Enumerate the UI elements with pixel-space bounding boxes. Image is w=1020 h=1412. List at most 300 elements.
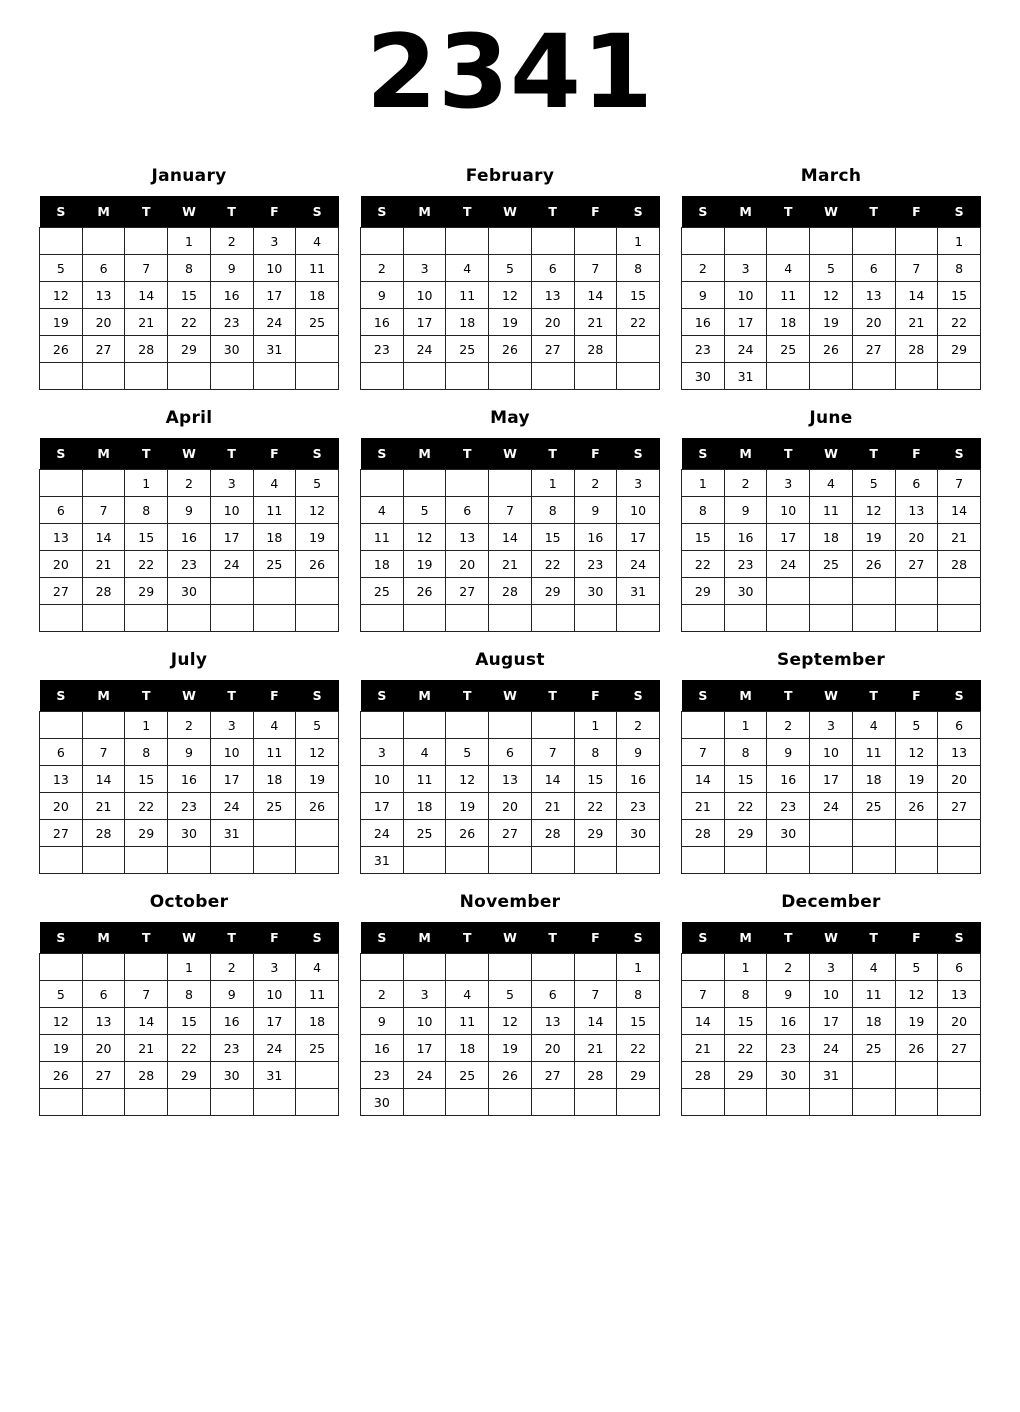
day-cell[interactable]: 11 (852, 981, 895, 1008)
day-cell[interactable]: 10 (361, 766, 404, 793)
day-cell[interactable]: 11 (810, 497, 853, 524)
day-cell[interactable]: 8 (574, 739, 617, 766)
day-cell[interactable]: 14 (125, 1008, 168, 1035)
day-cell[interactable]: 11 (446, 1008, 489, 1035)
day-cell[interactable]: 16 (168, 766, 211, 793)
day-cell[interactable]: 1 (724, 954, 767, 981)
day-cell[interactable]: 3 (617, 470, 660, 497)
day-cell[interactable]: 16 (361, 309, 404, 336)
day-cell[interactable]: 8 (724, 739, 767, 766)
day-cell[interactable]: 1 (724, 712, 767, 739)
day-cell[interactable]: 12 (489, 1008, 532, 1035)
day-cell[interactable]: 9 (767, 739, 810, 766)
day-cell[interactable]: 5 (40, 981, 83, 1008)
day-cell[interactable]: 8 (617, 981, 660, 1008)
day-cell[interactable]: 2 (361, 255, 404, 282)
day-cell[interactable]: 25 (296, 1035, 339, 1062)
day-cell[interactable]: 28 (574, 336, 617, 363)
day-cell[interactable]: 17 (253, 1008, 296, 1035)
day-cell[interactable]: 24 (403, 1062, 446, 1089)
day-cell[interactable]: 18 (253, 524, 296, 551)
day-cell[interactable]: 22 (724, 1035, 767, 1062)
day-cell[interactable]: 20 (489, 793, 532, 820)
day-cell[interactable]: 5 (852, 470, 895, 497)
day-cell[interactable]: 3 (253, 228, 296, 255)
day-cell[interactable]: 24 (253, 309, 296, 336)
day-cell[interactable]: 20 (40, 551, 83, 578)
day-cell[interactable]: 4 (446, 981, 489, 1008)
day-cell[interactable]: 31 (210, 820, 253, 847)
day-cell[interactable]: 7 (82, 739, 125, 766)
day-cell[interactable]: 14 (531, 766, 574, 793)
day-cell[interactable]: 2 (210, 954, 253, 981)
day-cell[interactable]: 13 (895, 497, 938, 524)
day-cell[interactable]: 9 (682, 282, 725, 309)
day-cell[interactable]: 17 (403, 1035, 446, 1062)
day-cell[interactable]: 18 (296, 1008, 339, 1035)
day-cell[interactable]: 11 (852, 739, 895, 766)
day-cell[interactable]: 25 (852, 1035, 895, 1062)
day-cell[interactable]: 19 (40, 309, 83, 336)
day-cell[interactable]: 4 (767, 255, 810, 282)
day-cell[interactable]: 29 (125, 820, 168, 847)
day-cell[interactable]: 30 (210, 336, 253, 363)
day-cell[interactable]: 4 (810, 470, 853, 497)
day-cell[interactable]: 28 (82, 578, 125, 605)
day-cell[interactable]: 7 (938, 470, 981, 497)
day-cell[interactable]: 22 (168, 309, 211, 336)
day-cell[interactable]: 2 (168, 712, 211, 739)
day-cell[interactable]: 27 (938, 1035, 981, 1062)
day-cell[interactable]: 30 (617, 820, 660, 847)
day-cell[interactable]: 12 (40, 282, 83, 309)
day-cell[interactable]: 13 (82, 282, 125, 309)
day-cell[interactable]: 5 (446, 739, 489, 766)
day-cell[interactable]: 12 (446, 766, 489, 793)
day-cell[interactable]: 26 (895, 1035, 938, 1062)
day-cell[interactable]: 21 (574, 309, 617, 336)
day-cell[interactable]: 30 (767, 820, 810, 847)
day-cell[interactable]: 23 (168, 793, 211, 820)
day-cell[interactable]: 13 (531, 282, 574, 309)
day-cell[interactable]: 10 (617, 497, 660, 524)
day-cell[interactable]: 19 (895, 766, 938, 793)
day-cell[interactable]: 20 (938, 1008, 981, 1035)
day-cell[interactable]: 22 (617, 309, 660, 336)
day-cell[interactable]: 17 (253, 282, 296, 309)
day-cell[interactable]: 14 (489, 524, 532, 551)
day-cell[interactable]: 28 (489, 578, 532, 605)
day-cell[interactable]: 24 (810, 1035, 853, 1062)
day-cell[interactable]: 26 (40, 1062, 83, 1089)
day-cell[interactable]: 5 (403, 497, 446, 524)
day-cell[interactable]: 19 (489, 1035, 532, 1062)
day-cell[interactable]: 11 (296, 981, 339, 1008)
day-cell[interactable]: 31 (253, 1062, 296, 1089)
day-cell[interactable]: 17 (403, 309, 446, 336)
day-cell[interactable]: 30 (724, 578, 767, 605)
day-cell[interactable]: 23 (617, 793, 660, 820)
day-cell[interactable]: 9 (361, 282, 404, 309)
day-cell[interactable]: 18 (852, 766, 895, 793)
day-cell[interactable]: 4 (253, 470, 296, 497)
day-cell[interactable]: 5 (810, 255, 853, 282)
day-cell[interactable]: 9 (168, 739, 211, 766)
day-cell[interactable]: 12 (895, 739, 938, 766)
day-cell[interactable]: 3 (210, 470, 253, 497)
day-cell[interactable]: 21 (489, 551, 532, 578)
day-cell[interactable]: 23 (574, 551, 617, 578)
day-cell[interactable]: 30 (361, 1089, 404, 1116)
day-cell[interactable]: 4 (852, 712, 895, 739)
day-cell[interactable]: 9 (617, 739, 660, 766)
day-cell[interactable]: 8 (125, 739, 168, 766)
day-cell[interactable]: 14 (895, 282, 938, 309)
day-cell[interactable]: 18 (296, 282, 339, 309)
day-cell[interactable]: 15 (938, 282, 981, 309)
day-cell[interactable]: 21 (82, 793, 125, 820)
day-cell[interactable]: 19 (40, 1035, 83, 1062)
day-cell[interactable]: 27 (40, 578, 83, 605)
day-cell[interactable]: 6 (938, 712, 981, 739)
day-cell[interactable]: 3 (253, 954, 296, 981)
day-cell[interactable]: 22 (574, 793, 617, 820)
day-cell[interactable]: 29 (168, 1062, 211, 1089)
day-cell[interactable]: 14 (682, 766, 725, 793)
day-cell[interactable]: 24 (361, 820, 404, 847)
day-cell[interactable]: 25 (296, 309, 339, 336)
day-cell[interactable]: 24 (210, 793, 253, 820)
day-cell[interactable]: 5 (296, 712, 339, 739)
day-cell[interactable]: 30 (210, 1062, 253, 1089)
day-cell[interactable]: 4 (296, 954, 339, 981)
day-cell[interactable]: 18 (767, 309, 810, 336)
day-cell[interactable]: 4 (253, 712, 296, 739)
day-cell[interactable]: 6 (852, 255, 895, 282)
day-cell[interactable]: 2 (574, 470, 617, 497)
day-cell[interactable]: 3 (210, 712, 253, 739)
day-cell[interactable]: 28 (682, 1062, 725, 1089)
day-cell[interactable]: 8 (682, 497, 725, 524)
day-cell[interactable]: 23 (210, 309, 253, 336)
day-cell[interactable]: 26 (489, 1062, 532, 1089)
day-cell[interactable]: 26 (296, 551, 339, 578)
day-cell[interactable]: 24 (810, 793, 853, 820)
day-cell[interactable]: 29 (938, 336, 981, 363)
day-cell[interactable]: 7 (489, 497, 532, 524)
day-cell[interactable]: 3 (810, 712, 853, 739)
day-cell[interactable]: 18 (446, 1035, 489, 1062)
day-cell[interactable]: 12 (40, 1008, 83, 1035)
day-cell[interactable]: 20 (531, 309, 574, 336)
day-cell[interactable]: 11 (767, 282, 810, 309)
day-cell[interactable]: 11 (296, 255, 339, 282)
day-cell[interactable]: 6 (531, 255, 574, 282)
day-cell[interactable]: 4 (361, 497, 404, 524)
day-cell[interactable]: 10 (403, 1008, 446, 1035)
day-cell[interactable]: 5 (489, 255, 532, 282)
day-cell[interactable]: 27 (82, 1062, 125, 1089)
day-cell[interactable]: 25 (253, 551, 296, 578)
day-cell[interactable]: 10 (724, 282, 767, 309)
day-cell[interactable]: 14 (938, 497, 981, 524)
day-cell[interactable]: 12 (810, 282, 853, 309)
day-cell[interactable]: 15 (724, 766, 767, 793)
day-cell[interactable]: 8 (617, 255, 660, 282)
day-cell[interactable]: 10 (403, 282, 446, 309)
day-cell[interactable]: 7 (574, 255, 617, 282)
day-cell[interactable]: 22 (724, 793, 767, 820)
day-cell[interactable]: 29 (168, 336, 211, 363)
day-cell[interactable]: 16 (617, 766, 660, 793)
day-cell[interactable]: 22 (617, 1035, 660, 1062)
day-cell[interactable]: 1 (125, 712, 168, 739)
day-cell[interactable]: 27 (82, 336, 125, 363)
day-cell[interactable]: 3 (810, 954, 853, 981)
day-cell[interactable]: 24 (403, 336, 446, 363)
day-cell[interactable]: 25 (446, 336, 489, 363)
day-cell[interactable]: 21 (938, 524, 981, 551)
day-cell[interactable]: 21 (125, 1035, 168, 1062)
day-cell[interactable]: 13 (446, 524, 489, 551)
day-cell[interactable]: 28 (125, 336, 168, 363)
day-cell[interactable]: 1 (938, 228, 981, 255)
day-cell[interactable]: 5 (489, 981, 532, 1008)
day-cell[interactable]: 16 (724, 524, 767, 551)
day-cell[interactable]: 16 (210, 282, 253, 309)
day-cell[interactable]: 7 (682, 981, 725, 1008)
day-cell[interactable]: 22 (682, 551, 725, 578)
day-cell[interactable]: 31 (617, 578, 660, 605)
day-cell[interactable]: 7 (682, 739, 725, 766)
day-cell[interactable]: 15 (125, 766, 168, 793)
day-cell[interactable]: 28 (574, 1062, 617, 1089)
day-cell[interactable]: 16 (168, 524, 211, 551)
day-cell[interactable]: 17 (810, 766, 853, 793)
day-cell[interactable]: 14 (574, 282, 617, 309)
day-cell[interactable]: 28 (938, 551, 981, 578)
day-cell[interactable]: 29 (724, 820, 767, 847)
day-cell[interactable]: 13 (40, 766, 83, 793)
day-cell[interactable]: 6 (82, 981, 125, 1008)
day-cell[interactable]: 30 (767, 1062, 810, 1089)
day-cell[interactable]: 31 (810, 1062, 853, 1089)
day-cell[interactable]: 16 (361, 1035, 404, 1062)
day-cell[interactable]: 2 (767, 712, 810, 739)
day-cell[interactable]: 6 (446, 497, 489, 524)
day-cell[interactable]: 15 (125, 524, 168, 551)
day-cell[interactable]: 1 (168, 228, 211, 255)
day-cell[interactable]: 18 (253, 766, 296, 793)
day-cell[interactable]: 14 (82, 524, 125, 551)
day-cell[interactable]: 22 (125, 793, 168, 820)
day-cell[interactable]: 7 (125, 255, 168, 282)
day-cell[interactable]: 17 (724, 309, 767, 336)
day-cell[interactable]: 10 (253, 255, 296, 282)
day-cell[interactable]: 27 (852, 336, 895, 363)
day-cell[interactable]: 7 (895, 255, 938, 282)
day-cell[interactable]: 19 (895, 1008, 938, 1035)
day-cell[interactable]: 27 (40, 820, 83, 847)
day-cell[interactable]: 15 (168, 282, 211, 309)
day-cell[interactable]: 20 (446, 551, 489, 578)
day-cell[interactable]: 26 (446, 820, 489, 847)
day-cell[interactable]: 12 (403, 524, 446, 551)
day-cell[interactable]: 3 (724, 255, 767, 282)
day-cell[interactable]: 27 (531, 1062, 574, 1089)
day-cell[interactable]: 13 (938, 739, 981, 766)
day-cell[interactable]: 25 (361, 578, 404, 605)
day-cell[interactable]: 6 (40, 497, 83, 524)
day-cell[interactable]: 13 (40, 524, 83, 551)
day-cell[interactable]: 31 (361, 847, 404, 874)
day-cell[interactable]: 24 (253, 1035, 296, 1062)
day-cell[interactable]: 15 (617, 282, 660, 309)
day-cell[interactable]: 25 (253, 793, 296, 820)
day-cell[interactable]: 26 (403, 578, 446, 605)
day-cell[interactable]: 5 (895, 954, 938, 981)
day-cell[interactable]: 3 (361, 739, 404, 766)
day-cell[interactable]: 11 (446, 282, 489, 309)
day-cell[interactable]: 9 (210, 981, 253, 1008)
day-cell[interactable]: 26 (489, 336, 532, 363)
day-cell[interactable]: 20 (82, 309, 125, 336)
day-cell[interactable]: 2 (682, 255, 725, 282)
day-cell[interactable]: 2 (767, 954, 810, 981)
day-cell[interactable]: 10 (810, 739, 853, 766)
day-cell[interactable]: 23 (168, 551, 211, 578)
day-cell[interactable]: 8 (938, 255, 981, 282)
day-cell[interactable]: 15 (682, 524, 725, 551)
day-cell[interactable]: 1 (574, 712, 617, 739)
day-cell[interactable]: 22 (125, 551, 168, 578)
day-cell[interactable]: 5 (296, 470, 339, 497)
day-cell[interactable]: 19 (446, 793, 489, 820)
day-cell[interactable]: 19 (810, 309, 853, 336)
day-cell[interactable]: 2 (617, 712, 660, 739)
day-cell[interactable]: 8 (125, 497, 168, 524)
day-cell[interactable]: 13 (82, 1008, 125, 1035)
day-cell[interactable]: 20 (82, 1035, 125, 1062)
day-cell[interactable]: 3 (767, 470, 810, 497)
day-cell[interactable]: 15 (724, 1008, 767, 1035)
day-cell[interactable]: 29 (125, 578, 168, 605)
day-cell[interactable]: 22 (531, 551, 574, 578)
day-cell[interactable]: 16 (574, 524, 617, 551)
day-cell[interactable]: 1 (168, 954, 211, 981)
day-cell[interactable]: 18 (403, 793, 446, 820)
day-cell[interactable]: 23 (682, 336, 725, 363)
day-cell[interactable]: 8 (168, 981, 211, 1008)
day-cell[interactable]: 21 (682, 1035, 725, 1062)
day-cell[interactable]: 29 (617, 1062, 660, 1089)
day-cell[interactable]: 6 (40, 739, 83, 766)
day-cell[interactable]: 17 (810, 1008, 853, 1035)
day-cell[interactable]: 25 (446, 1062, 489, 1089)
day-cell[interactable]: 12 (489, 282, 532, 309)
day-cell[interactable]: 6 (82, 255, 125, 282)
day-cell[interactable]: 12 (895, 981, 938, 1008)
day-cell[interactable]: 21 (531, 793, 574, 820)
day-cell[interactable]: 27 (446, 578, 489, 605)
day-cell[interactable]: 17 (210, 524, 253, 551)
day-cell[interactable]: 1 (531, 470, 574, 497)
day-cell[interactable]: 23 (361, 336, 404, 363)
day-cell[interactable]: 13 (852, 282, 895, 309)
day-cell[interactable]: 4 (446, 255, 489, 282)
day-cell[interactable]: 20 (531, 1035, 574, 1062)
day-cell[interactable]: 16 (682, 309, 725, 336)
day-cell[interactable]: 16 (767, 766, 810, 793)
day-cell[interactable]: 14 (574, 1008, 617, 1035)
day-cell[interactable]: 24 (617, 551, 660, 578)
day-cell[interactable]: 4 (403, 739, 446, 766)
day-cell[interactable]: 19 (852, 524, 895, 551)
day-cell[interactable]: 30 (168, 820, 211, 847)
day-cell[interactable]: 11 (253, 739, 296, 766)
day-cell[interactable]: 11 (361, 524, 404, 551)
day-cell[interactable]: 10 (767, 497, 810, 524)
day-cell[interactable]: 23 (767, 1035, 810, 1062)
day-cell[interactable]: 1 (617, 954, 660, 981)
day-cell[interactable]: 26 (810, 336, 853, 363)
day-cell[interactable]: 23 (767, 793, 810, 820)
day-cell[interactable]: 7 (531, 739, 574, 766)
day-cell[interactable]: 29 (724, 1062, 767, 1089)
day-cell[interactable]: 12 (296, 739, 339, 766)
day-cell[interactable]: 6 (531, 981, 574, 1008)
day-cell[interactable]: 20 (40, 793, 83, 820)
day-cell[interactable]: 9 (361, 1008, 404, 1035)
day-cell[interactable]: 15 (531, 524, 574, 551)
day-cell[interactable]: 12 (852, 497, 895, 524)
day-cell[interactable]: 23 (210, 1035, 253, 1062)
day-cell[interactable]: 16 (210, 1008, 253, 1035)
day-cell[interactable]: 19 (489, 309, 532, 336)
day-cell[interactable]: 19 (296, 524, 339, 551)
day-cell[interactable]: 30 (574, 578, 617, 605)
day-cell[interactable]: 25 (852, 793, 895, 820)
day-cell[interactable]: 17 (210, 766, 253, 793)
day-cell[interactable]: 18 (852, 1008, 895, 1035)
day-cell[interactable]: 10 (210, 497, 253, 524)
day-cell[interactable]: 27 (895, 551, 938, 578)
day-cell[interactable]: 28 (125, 1062, 168, 1089)
day-cell[interactable]: 5 (40, 255, 83, 282)
day-cell[interactable]: 28 (82, 820, 125, 847)
day-cell[interactable]: 24 (210, 551, 253, 578)
day-cell[interactable]: 13 (531, 1008, 574, 1035)
day-cell[interactable]: 15 (617, 1008, 660, 1035)
day-cell[interactable]: 9 (574, 497, 617, 524)
day-cell[interactable]: 9 (168, 497, 211, 524)
day-cell[interactable]: 24 (767, 551, 810, 578)
day-cell[interactable]: 9 (210, 255, 253, 282)
day-cell[interactable]: 10 (810, 981, 853, 1008)
day-cell[interactable]: 12 (296, 497, 339, 524)
day-cell[interactable]: 15 (168, 1008, 211, 1035)
day-cell[interactable]: 29 (574, 820, 617, 847)
day-cell[interactable]: 19 (296, 766, 339, 793)
day-cell[interactable]: 17 (617, 524, 660, 551)
day-cell[interactable]: 1 (125, 470, 168, 497)
day-cell[interactable]: 11 (403, 766, 446, 793)
day-cell[interactable]: 1 (617, 228, 660, 255)
day-cell[interactable]: 15 (574, 766, 617, 793)
day-cell[interactable]: 24 (724, 336, 767, 363)
day-cell[interactable]: 26 (40, 336, 83, 363)
day-cell[interactable]: 28 (895, 336, 938, 363)
